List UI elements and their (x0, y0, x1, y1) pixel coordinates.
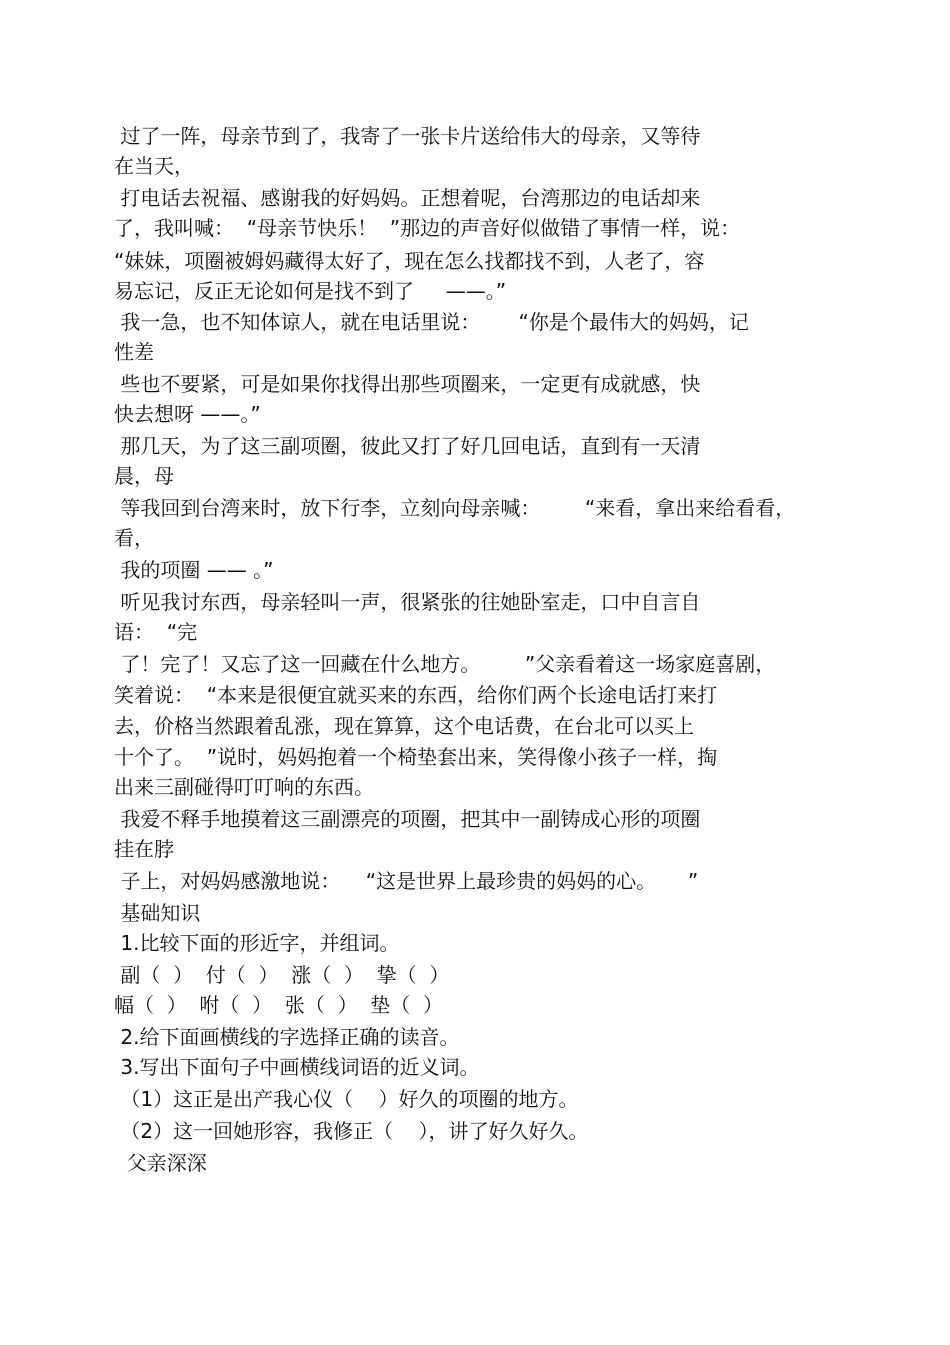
text-line: 去，价格当然跟着乱涨，现在算算，这个电话费，在台北可以买上 (114, 714, 694, 738)
question-line: 2.给下面画横线的字选择正确的读音。 (114, 1025, 460, 1049)
text-line: 性差 (114, 340, 154, 364)
text-line: 些也不要紧，可是如果你找得出那些项圈来，一定更有成就感，快 (114, 372, 701, 396)
text-line: “妹妹，项圈被姆妈藏得太好了，现在怎么找都找不到，人老了，容 (114, 249, 705, 273)
text-line: 我爱不释手地摸着这三副漂亮的项圈，把其中一副铸成心形的项圈 (114, 807, 701, 831)
question-line: （2）这一回她形容，我修正（ ），讲了好久好久。 (114, 1119, 589, 1143)
text-line: 晨，母 (114, 464, 174, 488)
word-pair-row: 副（ ） 付（ ） 涨（ ） 挚（ ） (114, 963, 450, 987)
text-line: 出来三副碰得叮叮响的东西。 (114, 775, 374, 799)
text-line: 十个了。 ”说时，妈妈抱着一个椅垫套出来，笑得像小孩子一样，掏 (114, 745, 718, 769)
text-line: 我的项圈 —— 。” (114, 558, 274, 582)
text-line: 笑着说： “本来是很便宜就买来的东西，给你们两个长途电话打来打 (114, 683, 718, 707)
question-line: 1.比较下面的形近字，并组词。 (114, 931, 400, 955)
text-line: 挂在脖 (114, 837, 174, 861)
question-line: 3.写出下面句子中画横线词语的近义词。 (114, 1055, 480, 1079)
text-line: 那几天，为了这三副项圈，彼此又打了好几回电话，直到有一天清 (114, 434, 701, 458)
text-line: 看， (114, 526, 154, 550)
text-line: 我一急，也不知体谅人，就在电话里说： “你是个最伟大的妈妈，记 (114, 310, 749, 334)
text-line: 子上，对妈妈感激地说： “这是世界上最珍贵的妈妈的心。 ” (114, 869, 699, 893)
text-line: 语： “完 (114, 620, 198, 644)
word-pair-row: 幅（ ） 咐（ ） 张（ ） 垫（ ） (114, 993, 444, 1017)
text-line: 易忘记，反正无论如何是找不到了 ——。” (114, 279, 507, 303)
text-line: 父亲深深 (114, 1151, 207, 1175)
text-line: 过了一阵，母亲节到了，我寄了一张卡片送给伟大的母亲，又等待 (114, 124, 701, 148)
text-line: 等我回到台湾来时，放下行李，立刻向母亲喊： “来看，拿出来给看看， (114, 496, 796, 520)
section-heading: 基础知识 (114, 901, 201, 925)
text-line: 了，我叫喊： “母亲节快乐！ ”那边的声音好似做错了事情一样，说： (114, 216, 741, 240)
question-line: （1）这正是出产我心仪（ ）好久的项圈的地方。 (114, 1087, 579, 1111)
text-line: 在当天， (114, 154, 194, 178)
text-line: 快去想呀 ——。” (114, 402, 261, 426)
text-line: 听见我讨东西，母亲轻叫一声，很紧张的往她卧室走，口中自言自 (114, 590, 701, 614)
text-line: 打电话去祝福、感谢我的好妈妈。正想着呢，台湾那边的电话却来 (114, 186, 701, 210)
text-line: 了！完了！又忘了这一回藏在什么地方。 ”父亲看着这一场家庭喜剧， (114, 652, 776, 676)
